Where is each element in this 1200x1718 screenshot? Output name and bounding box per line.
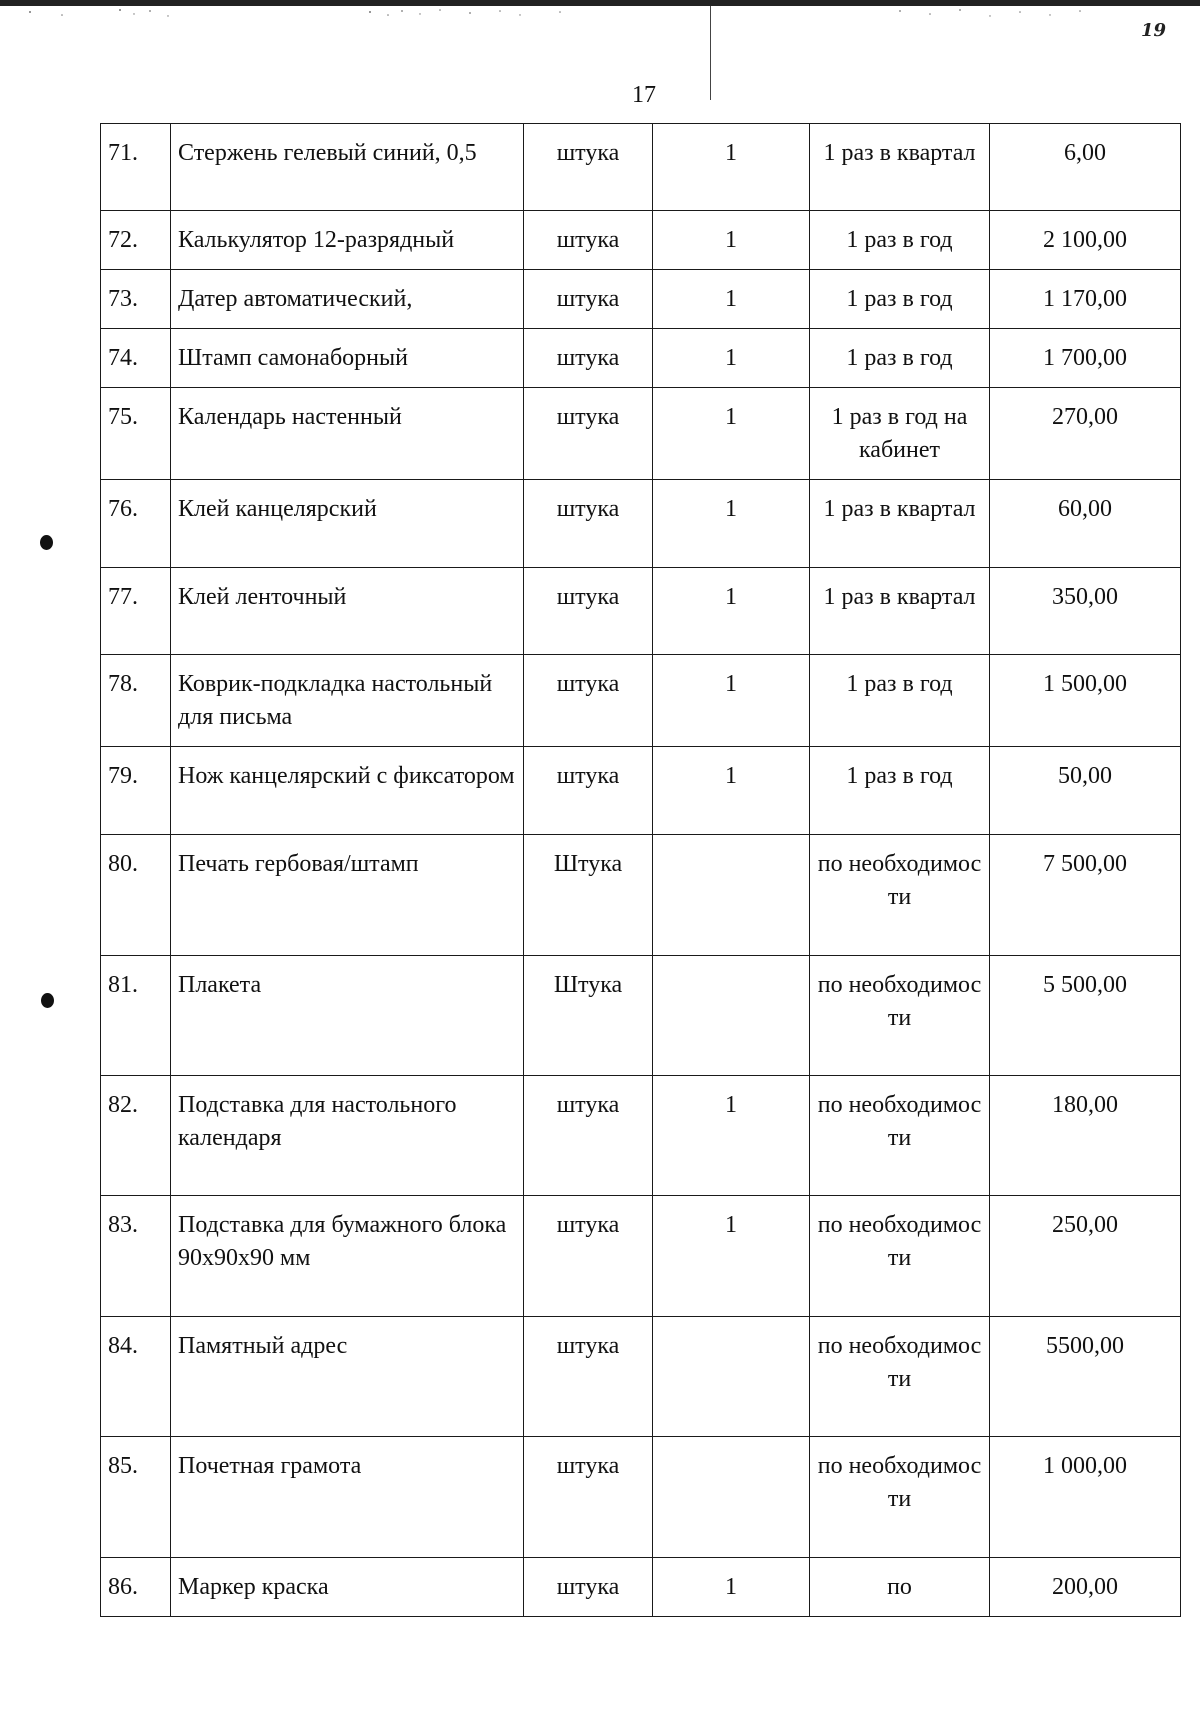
row-number-cell: 81. bbox=[101, 956, 171, 1076]
frequency-cell: 1 раз в квартал bbox=[810, 480, 990, 568]
frequency-cell: 1 раз в квартал bbox=[810, 124, 990, 211]
table-row bbox=[101, 124, 1181, 211]
frequency-cell: по необходимос ти bbox=[810, 1076, 990, 1196]
price-cell: 7 500,00 bbox=[990, 835, 1181, 956]
row-number-cell: 79. bbox=[101, 747, 171, 835]
frequency-cell: 1 раз в год bbox=[810, 747, 990, 835]
unit-of-measure-cell: штука bbox=[524, 270, 653, 329]
item-name-cell: Плакета bbox=[171, 956, 524, 1076]
sheet-number: 19 bbox=[1140, 20, 1166, 41]
item-name-cell: Подставка для настольного календаря bbox=[171, 1076, 524, 1196]
frequency-cell: 1 раз в год bbox=[810, 211, 990, 270]
items-table-body bbox=[101, 124, 1181, 1617]
punch-hole-mark bbox=[40, 535, 53, 550]
row-number-cell: 78. bbox=[101, 655, 171, 747]
item-name-cell: Штамп самонаборный bbox=[171, 329, 524, 388]
row-number-cell: 72. bbox=[101, 211, 171, 270]
row-number-cell: 84. bbox=[101, 1317, 171, 1437]
quantity-cell: 1 bbox=[653, 124, 810, 211]
unit-of-measure-cell: штука bbox=[524, 1317, 653, 1437]
row-number-cell: 85. bbox=[101, 1437, 171, 1558]
table-row bbox=[101, 655, 1181, 747]
unit-of-measure-cell: штука bbox=[524, 568, 653, 655]
unit-of-measure-cell: штука bbox=[524, 747, 653, 835]
item-name-cell: Коврик-подкладка настольный для письма bbox=[171, 655, 524, 747]
punch-hole-mark bbox=[41, 993, 54, 1008]
price-cell: 270,00 bbox=[990, 388, 1181, 480]
unit-of-measure-cell: штука bbox=[524, 480, 653, 568]
price-cell: 200,00 bbox=[990, 1558, 1181, 1617]
item-name-cell: Датер автоматический, bbox=[171, 270, 524, 329]
quantity-cell bbox=[653, 835, 810, 956]
unit-of-measure-cell: штука bbox=[524, 1437, 653, 1558]
table-row bbox=[101, 329, 1181, 388]
unit-of-measure-cell: штука bbox=[524, 124, 653, 211]
price-cell: 50,00 bbox=[990, 747, 1181, 835]
table-row bbox=[101, 1317, 1181, 1437]
item-name-cell: Клей ленточный bbox=[171, 568, 524, 655]
frequency-cell: 1 раз в год bbox=[810, 329, 990, 388]
item-name-cell: Почетная грамота bbox=[171, 1437, 524, 1558]
frequency-cell: 1 раз в год bbox=[810, 270, 990, 329]
frequency-cell: по необходимос ти bbox=[810, 1317, 990, 1437]
frequency-cell: по необходимос ти bbox=[810, 956, 990, 1076]
price-cell: 250,00 bbox=[990, 1196, 1181, 1317]
table-row bbox=[101, 1437, 1181, 1558]
price-cell: 2 100,00 bbox=[990, 211, 1181, 270]
price-cell: 350,00 bbox=[990, 568, 1181, 655]
unit-of-measure-cell: Штука bbox=[524, 835, 653, 956]
table-row bbox=[101, 1196, 1181, 1317]
price-cell: 1 000,00 bbox=[990, 1437, 1181, 1558]
table-row bbox=[101, 1558, 1181, 1617]
frequency-cell: по необходимос ти bbox=[810, 1437, 990, 1558]
table-row bbox=[101, 747, 1181, 835]
row-number-cell: 73. bbox=[101, 270, 171, 329]
quantity-cell: 1 bbox=[653, 568, 810, 655]
unit-of-measure-cell: штука bbox=[524, 329, 653, 388]
row-number-cell: 80. bbox=[101, 835, 171, 956]
page-number: 17 bbox=[632, 82, 656, 108]
table-row bbox=[101, 480, 1181, 568]
frequency-cell: по bbox=[810, 1558, 990, 1617]
unit-of-measure-cell: штука bbox=[524, 211, 653, 270]
row-number-cell: 75. bbox=[101, 388, 171, 480]
unit-of-measure-cell: штука bbox=[524, 388, 653, 480]
item-name-cell: Печать гербовая/штамп bbox=[171, 835, 524, 956]
unit-of-measure-cell: штука bbox=[524, 1558, 653, 1617]
item-name-cell: Календарь настенный bbox=[171, 388, 524, 480]
unit-of-measure-cell: штука bbox=[524, 1076, 653, 1196]
table-row bbox=[101, 270, 1181, 329]
item-name-cell: Стержень гелевый синий, 0,5 bbox=[171, 124, 524, 211]
quantity-cell bbox=[653, 1317, 810, 1437]
scan-noise bbox=[0, 6, 1200, 30]
unit-of-measure-cell: штука bbox=[524, 1196, 653, 1317]
items-table bbox=[100, 123, 1181, 1617]
item-name-cell: Нож канцелярский с фиксатором bbox=[171, 747, 524, 835]
quantity-cell bbox=[653, 1437, 810, 1558]
table-row bbox=[101, 835, 1181, 956]
price-cell: 6,00 bbox=[990, 124, 1181, 211]
item-name-cell: Памятный адрес bbox=[171, 1317, 524, 1437]
item-name-cell: Клей канцелярский bbox=[171, 480, 524, 568]
row-number-cell: 86. bbox=[101, 1558, 171, 1617]
frequency-cell: 1 раз в год на кабинет bbox=[810, 388, 990, 480]
quantity-cell: 1 bbox=[653, 480, 810, 568]
quantity-cell: 1 bbox=[653, 1558, 810, 1617]
quantity-cell: 1 bbox=[653, 747, 810, 835]
unit-of-measure-cell: штука bbox=[524, 655, 653, 747]
price-cell: 1 500,00 bbox=[990, 655, 1181, 747]
row-number-cell: 74. bbox=[101, 329, 171, 388]
frequency-cell: по необходимос ти bbox=[810, 1196, 990, 1317]
table-row bbox=[101, 956, 1181, 1076]
quantity-cell: 1 bbox=[653, 329, 810, 388]
price-cell: 5 500,00 bbox=[990, 956, 1181, 1076]
price-cell: 1 700,00 bbox=[990, 329, 1181, 388]
row-number-cell: 71. bbox=[101, 124, 171, 211]
frequency-cell: 1 раз в квартал bbox=[810, 568, 990, 655]
unit-of-measure-cell: Штука bbox=[524, 956, 653, 1076]
frequency-cell: 1 раз в год bbox=[810, 655, 990, 747]
item-name-cell: Маркер краска bbox=[171, 1558, 524, 1617]
row-number-cell: 82. bbox=[101, 1076, 171, 1196]
quantity-cell: 1 bbox=[653, 211, 810, 270]
quantity-cell bbox=[653, 956, 810, 1076]
table-row bbox=[101, 1076, 1181, 1196]
price-cell: 5500,00 bbox=[990, 1317, 1181, 1437]
price-cell: 60,00 bbox=[990, 480, 1181, 568]
price-cell: 180,00 bbox=[990, 1076, 1181, 1196]
table-row bbox=[101, 388, 1181, 480]
row-number-cell: 76. bbox=[101, 480, 171, 568]
item-name-cell: Калькулятор 12-разрядный bbox=[171, 211, 524, 270]
quantity-cell: 1 bbox=[653, 1076, 810, 1196]
row-number-cell: 77. bbox=[101, 568, 171, 655]
quantity-cell: 1 bbox=[653, 1196, 810, 1317]
row-number-cell: 83. bbox=[101, 1196, 171, 1317]
table-row bbox=[101, 211, 1181, 270]
table-row bbox=[101, 568, 1181, 655]
price-cell: 1 170,00 bbox=[990, 270, 1181, 329]
quantity-cell: 1 bbox=[653, 655, 810, 747]
quantity-cell: 1 bbox=[653, 270, 810, 329]
item-name-cell: Подставка для бумажного блока 90х90х90 мм bbox=[171, 1196, 524, 1317]
frequency-cell: по необходимос ти bbox=[810, 835, 990, 956]
quantity-cell: 1 bbox=[653, 388, 810, 480]
